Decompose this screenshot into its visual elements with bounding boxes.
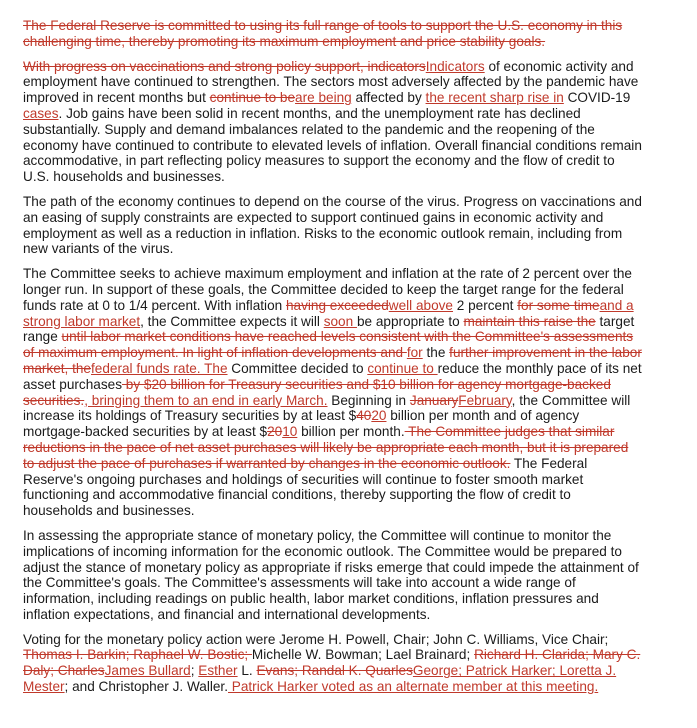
inserted-text: February [458,392,512,408]
deleted-text: The Federal Reserve is committed to using its full range of tools to support the U.S. economy in this challenging time, thereby promoting its maximum employment and price stability goals. [23,18,623,49]
inserted-text: 10 [282,424,298,440]
body-text: COVID-19 [563,90,631,106]
inserted-text: federal funds rate. The [91,360,228,376]
body-text: ; and Christopher J. Waller. [64,679,228,695]
body-text: , the Committee expects it will [140,313,324,329]
inserted-text: soon [323,313,357,329]
deleted-text: With progress on vaccinations and strong policy support, indicators [23,58,426,74]
inserted-text: and a strong labor market [23,297,634,329]
body-text: L. [237,663,257,679]
deleted-text: 40 [356,408,372,424]
body-text: Committee decided to [227,360,368,376]
inserted-text: continue to [367,360,438,376]
deleted-text: until labor market conditions have reached levels consistent with the Committee's assessments of maximum employment. In light of inflation developments and [23,329,634,361]
body-text: of economic activity and employment have continued to strengthen. The sectors most adversely affected by the pandemic have improved in recent months but [23,58,639,106]
paragraph-policy-decision [23,266,643,519]
inserted-text: Patrick Harker voted as an alternate member at this meeting. [228,679,599,695]
inserted-text: cases [23,105,59,121]
paragraph-intro [23,18,643,50]
body-text: ; [190,663,199,679]
body-text: In assessing the appropriate stance of monetary policy, the Committee will continue to monitor the implications of incoming information for the economic outlook. The Committee would be prepared to adjust the stance of monetary policy as appropriate if risks emerge that could impede the attainment of the Committee's goals. The Committee's assessments will take into account a wide range of information, including readings on public health, labor market conditions, inflation pressures and inflation expectations, and financial and international developments. [23,527,639,622]
body-text: The Committee seeks to achieve maximum employment and inflation at the rate of 2 percent over the longer run. In support of these goals, the Committee decided to keep the target range for the federal funds rate at 0 to 1/4 percent. With inflation [23,266,632,313]
body-text: The Federal Reserve's ongoing purchases and holdings of securities will continue to foster smooth market functioning and accommodative financial conditions, thereby supporting the flow of credit to households and businesses. [23,455,588,519]
inserted-text: James Bullard [104,663,191,679]
redlined-statement-document [23,18,643,704]
body-text: reduce the monthly pace of its net asset purchases [23,360,642,392]
body-text: 2 percent [453,297,518,313]
inserted-text: George; Patrick Harker; Loretta J. Mester [23,663,617,695]
inserted-text: are being [295,90,352,106]
inserted-text: Esther [198,663,238,679]
deleted-text: maintain this raise the [463,313,596,329]
inserted-text: well above [388,297,453,313]
paragraph-economic-activity [23,59,643,185]
paragraph-policy-assessment [23,528,643,623]
body-text: billion per month and of agency mortgage-backed securities by at least $ [23,408,580,440]
deleted-text: continue to be [209,90,296,106]
paragraph-voting [23,632,643,695]
body-text: The path of the economy continues to depend on the course of the virus. Progress on vaccinations and an easing of supply constraints are expected to support continued gains in economic activity and employment as well as a reduction in inflation. Risks to the economic outlook remain, including from new variants of the virus. [23,193,642,257]
deleted-text: 20 [267,424,283,440]
body-text: Michelle W. Bowman; Lael Brainard; [251,647,475,663]
deleted-text: having exceeded [285,297,389,313]
inserted-text: Indicators [425,58,485,74]
body-text: target range [23,313,635,345]
deleted-text: Evans; Randal K. Quarles [256,663,413,679]
body-text: be appropriate to [356,313,464,329]
body-text: Voting for the monetary policy action were Jerome H. Powell, Chair; John C. Williams, Vice Chair; [23,631,609,647]
inserted-text: for [406,345,423,361]
paragraph-economic-path [23,194,643,257]
deleted-text: further improvement in the labor market, the [23,345,642,376]
body-text: the [422,345,450,361]
deleted-text: January [409,392,459,408]
body-text: affected by [351,90,426,106]
deleted-text: Richard H. Clarida; Mary C. Daly; Charles [23,647,641,679]
inserted-text: 20 [371,408,387,424]
deleted-text: Thomas I. Barkin; Raphael W. Bostic; [23,647,252,663]
deleted-text: for some time [517,297,600,313]
body-text: Beginning in [327,392,410,408]
inserted-text: , bringing them to an end in early March. [84,392,328,408]
inserted-text: the recent sharp rise in [425,90,564,106]
deleted-text: The Committee judges that similar reductions in the pace of net asset purchases will likely be appropriate each month, but it is prepared to adjust the pace of purchases if warranted by changes in the economic outlook. [23,424,629,471]
body-text: , the Committee will increase its holdings of Treasury securities by at least $ [23,392,631,424]
deleted-text: by $20 billion for Treasury securities and $10 billion for agency mortgage-backed securities. [23,376,611,408]
body-text: billion per month. [297,424,405,440]
body-text: . Job gains have been solid in recent months, and the unemployment rate has declined substantially. Supply and demand imbalances related to the pandemic and the reopening of the economy have continued to contribute to elevated levels of inflation. Overall financial conditions remain accommodative, in part reflecting policy measures to support the economy and the flow of credit to U.S. households and businesses. [23,105,642,185]
